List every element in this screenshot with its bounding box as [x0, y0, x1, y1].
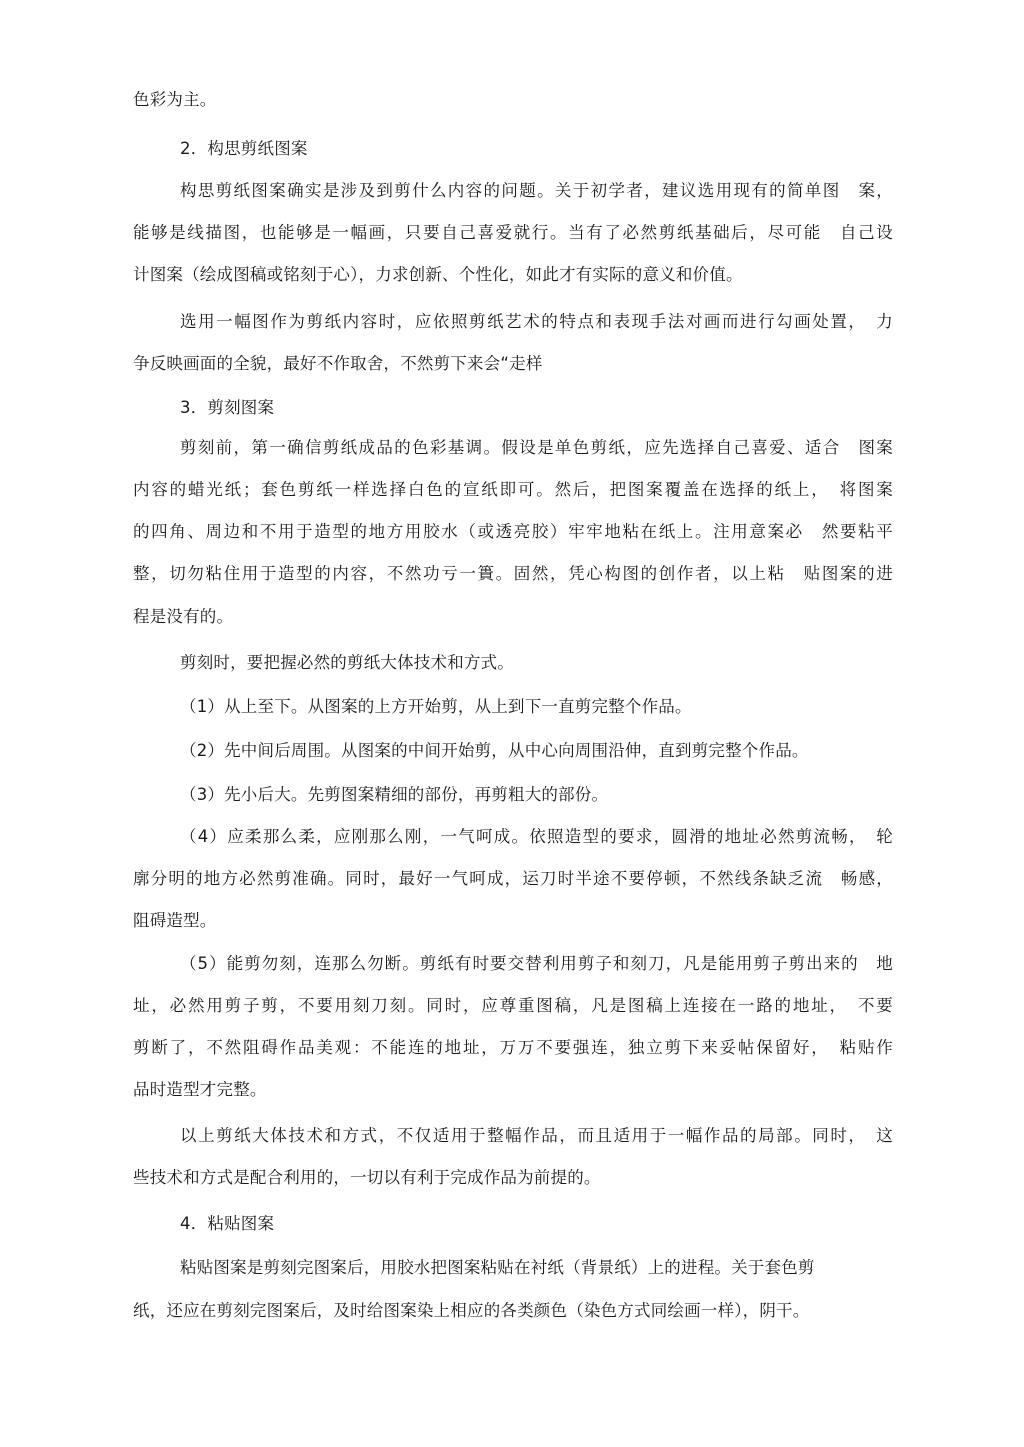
text-line: 址，必然用剪子剪，不要用刻刀刻。同时，应尊重图稿，凡是图稿上连接在一路的地址， 不要	[133, 996, 893, 1015]
list-item: （3）先小后大。先剪图案精细的部份，再剪粗大的部份。	[180, 785, 609, 804]
text-line: 阻碍造型。	[133, 911, 217, 930]
section-heading: 3．剪刻图案	[180, 398, 275, 417]
text-line: 品时造型才完整。	[133, 1080, 267, 1099]
text-line: 以上剪纸大体技术和方式，不仅适用于整幅作品，而且适用于一幅作品的局部。同时， 这	[180, 1126, 893, 1145]
text-line: 纸，还应在剪刻完图案后，及时给图案染上相应的各类颜色（染色方式同绘画一样），阴干。	[133, 1301, 810, 1320]
list-item: （5）能剪勿刻，连那么勿断。剪纸有时要交替利用剪子和刻刀，凡是能用剪子剪出来的 地	[180, 954, 893, 973]
section-heading: 4．粘贴图案	[180, 1214, 275, 1233]
text-line: 廓分明的地方必然剪准确。同时，最好一气呵成，运刀时半途不要停顿，不然线条缺乏流 畅感，	[133, 869, 893, 888]
list-item: （1）从上至下。从图案的上方开始剪，从上到下一直剪完整个作品。	[180, 697, 692, 716]
text-line: 内容的蜡光纸；套色剪纸一样选择白色的宣纸即可。然后，把图案覆盖在选择的纸上， 将图案	[133, 480, 893, 499]
text-line: 计图案（绘成图稿或铭刻于心），力求创新、个性化，如此才有实际的意义和价值。	[133, 265, 743, 284]
section-heading: 2．构思剪纸图案	[180, 139, 308, 158]
text-line: 粘贴图案是剪刻完图案后，用胶水把图案粘贴在衬纸（背景纸）上的进程。关于套色剪	[180, 1258, 815, 1277]
text-line: 能够是线描图，也能够是一幅画，只要自己喜爱就行。当有了必然剪纸基础后，尽可能 自己设	[133, 223, 893, 242]
list-item: （4）应柔那么柔，应刚那么刚，一气呵成。依照造型的要求，圆滑的地址必然剪流畅， 轮	[180, 827, 893, 846]
text-line: 的四角、周边和不用于造型的地方用胶水（或透亮胶）牢牢地粘在纸上。注用意案必 然要粘平	[133, 522, 893, 541]
text-line: 构思剪纸图案确实是涉及到剪什么内容的问题。关于初学者，建议选用现有的简单图 案，	[180, 181, 893, 200]
text-line: 些技术和方式是配合利用的，一切以有利于完成作品为前提的。	[133, 1168, 601, 1187]
text-line: 争反映画面的全貌，最好不作取舍，不然剪下来会“走样	[133, 354, 543, 373]
text-line: 剪刻时，要把握必然的剪纸大体技术和方式。	[180, 653, 514, 672]
text-line: 色彩为主。	[133, 90, 217, 109]
list-item: （2）先中间后周围。从图案的中间开始剪，从中心向周围沿伸，直到剪完整个作品。	[180, 741, 809, 760]
text-line: 整，切勿粘住用于造型的内容，不然功亏一簣。固然，凭心构图的创作者，以上粘 贴图案的进	[133, 564, 893, 583]
text-line: 选用一幅图作为剪纸内容时，应依照剪纸艺术的特点和表现手法对画而进行勾画处置， 力	[180, 312, 893, 331]
text-line: 剪刻前，第一确信剪纸成品的色彩基调。假设是单色剪纸，应先选择自己喜爱、适合 图案	[180, 438, 893, 457]
text-line: 剪断了，不然阻碍作品美观：不能连的地址，万万不要强连，独立剪下来妥帖保留好， 粘贴作	[133, 1038, 893, 1057]
text-line: 程是没有的。	[133, 607, 234, 626]
